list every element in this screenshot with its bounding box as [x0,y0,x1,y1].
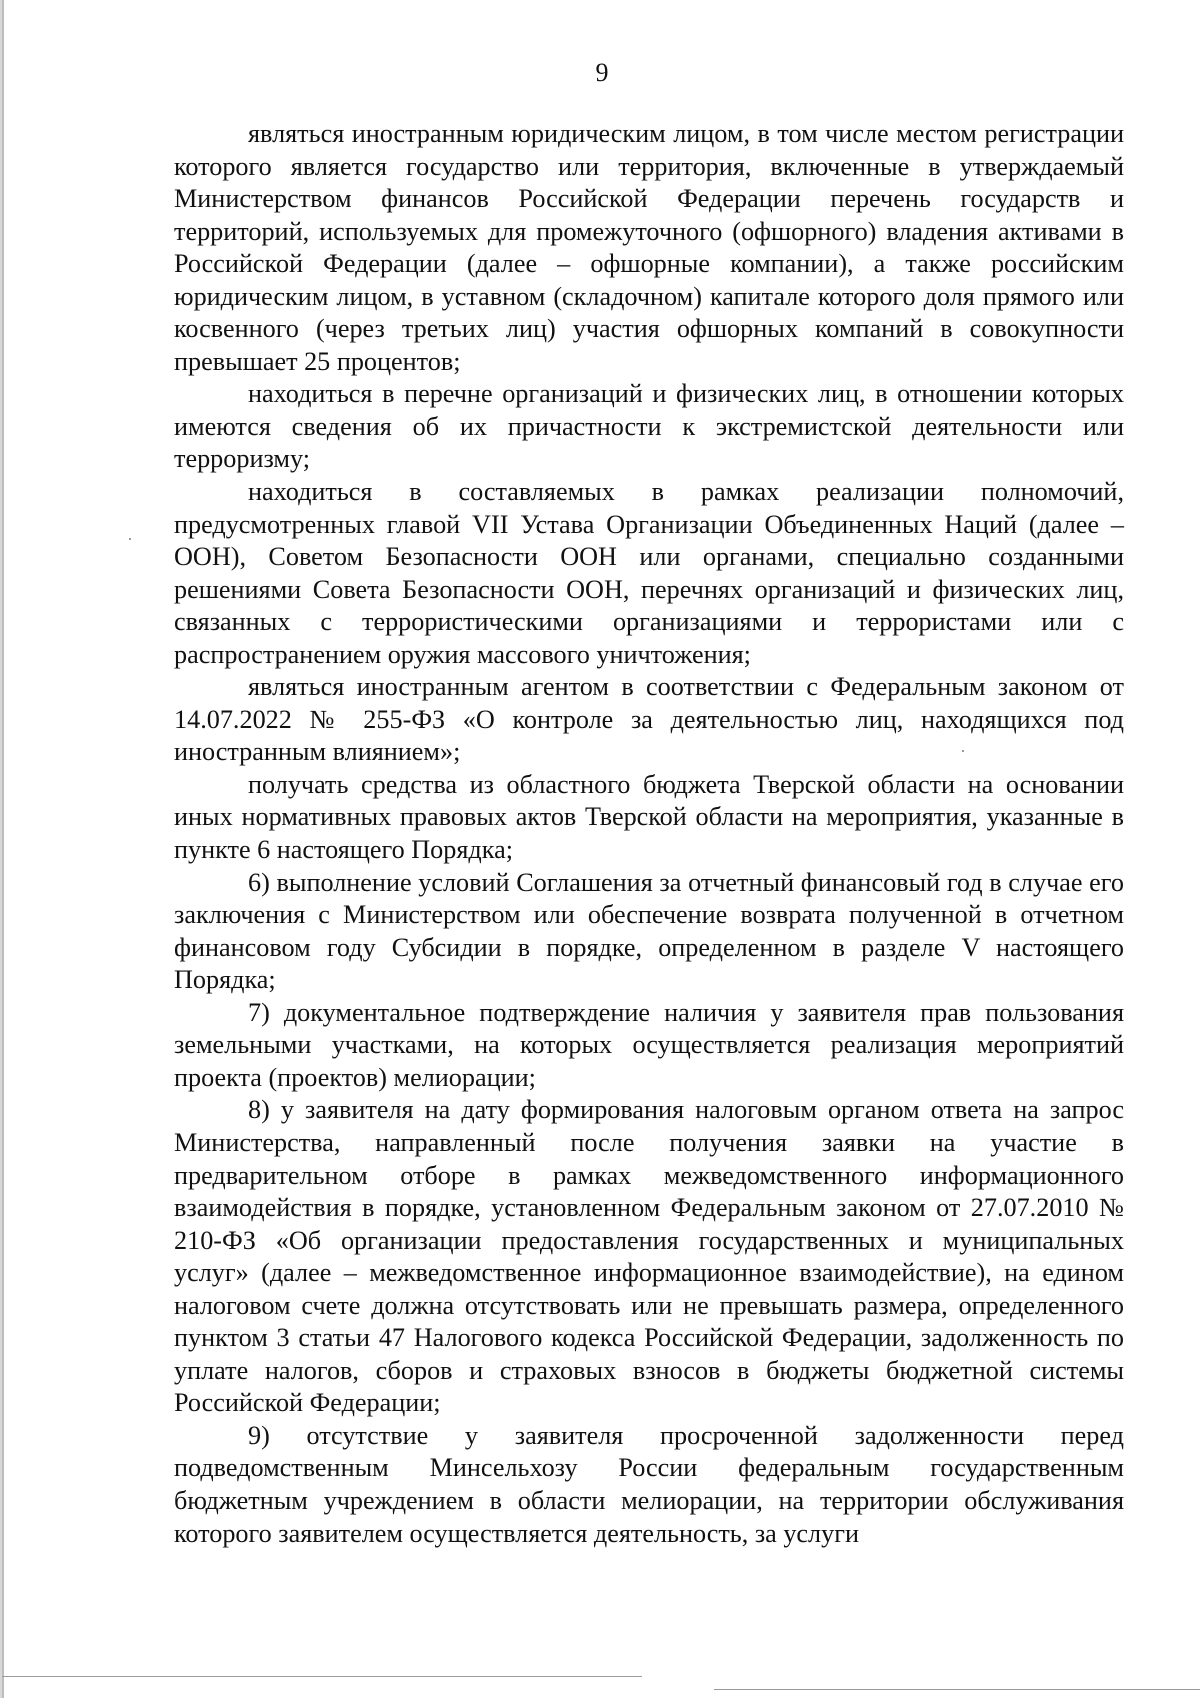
scan-edge-bottom-left [2,1676,642,1677]
paragraph-item-9: 9) отсутствие у заявителя просроченной задолженности перед подведомственным Минсельхозу России федеральным государственным бюджетным учреждением в области мелиорации, на территории обслуживания которого заявителем осуществляется деятельность, за услуги [174,1420,1124,1548]
scan-edge-left [2,0,4,1698]
paragraph-un-sanctions-list: находиться в составляемых в рамках реализации полномочий, предусмотренных главой VII Устава Организации Объединенных Наций (далее – ООН), Советом Безопасности ООН или органами, специально созданными решениями Совета Безопасности ООН, перечнях организаций и физических лиц, связанных с террористическими организациями и террористами или с распространением оружия массового уничтожения; [174,477,1124,669]
scan-edge-bottom-right [714,1689,1200,1690]
paragraph-item-8: 8) у заявителя на дату формирования налоговым органом ответа на запрос Министерства, направленный после получения заявки на участие в предварительном отборе в рамках межведомственного информационного взаимодействия в порядке, установленном Федеральным законом от 27.07.2010 № 210-ФЗ «Об организации предоставления государственных и муниципальных услуг» (далее – межведомственное информационное взаимодействие), на едином налоговом счете должна отсутствовать или не превышать размера, определенного пунктом 3 статьи 47 Налогового кодекса Российской Федерации, задолженность по уплате налогов, сборов и страховых взносов в бюджеты бюджетной системы Российской Федерации; [174,1095,1124,1418]
page-number: 9 [595,58,609,87]
paragraph-regional-budget: получать средства из областного бюджета Тверской области на основании иных нормативных правовых актов Тверской области на мероприятия, указанные в пункте 6 настоящего Порядка; [174,769,1124,865]
paragraph-extremism-list: находиться в перечне организаций и физических лиц, в отношении которых имеются сведения об их причастности к экстремистской деятельности или терроризму; [174,379,1124,474]
paragraph-foreign-agent: являться иностранным агентом в соответствии с Федеральным законом от 14.07.2022 № 255-ФЗ «О контроле за деятельностью лиц, находящихся под иностранным влиянием»; [174,672,1124,767]
paragraph-item-6: 6) выполнение условий Соглашения за отчетный финансовый год в случае его заключения с Министерством или обеспечение возврата полученной в отчетном финансовом году Субсидии в порядке, определенном в разделе V настоящего Порядка; [174,867,1124,995]
document-body [174,118,1124,1550]
paragraph-item-7: 7) документальное подтверждение наличия у заявителя прав пользования земельными участками, на которых осуществляется реализация мероприятий проекта (проектов) мелиорации; [174,997,1124,1092]
scan-speck [129,538,131,540]
paragraph-offshore: являться иностранным юридическим лицом, в том числе местом регистрации которого является государство или территория, включенные в утверждаемый Министерством финансов Российской Федерации перечень государств и территорий, используемых для промежуточного (офшорного) владения активами в Российской Федерации (далее – офшорные компании), а также российским юридическим лицом, в уставном (складочном) капитале которого доля прямого или косвенного (через третьих лиц) участия офшорных компаний в совокупности превышает 25 процентов; [174,119,1124,376]
